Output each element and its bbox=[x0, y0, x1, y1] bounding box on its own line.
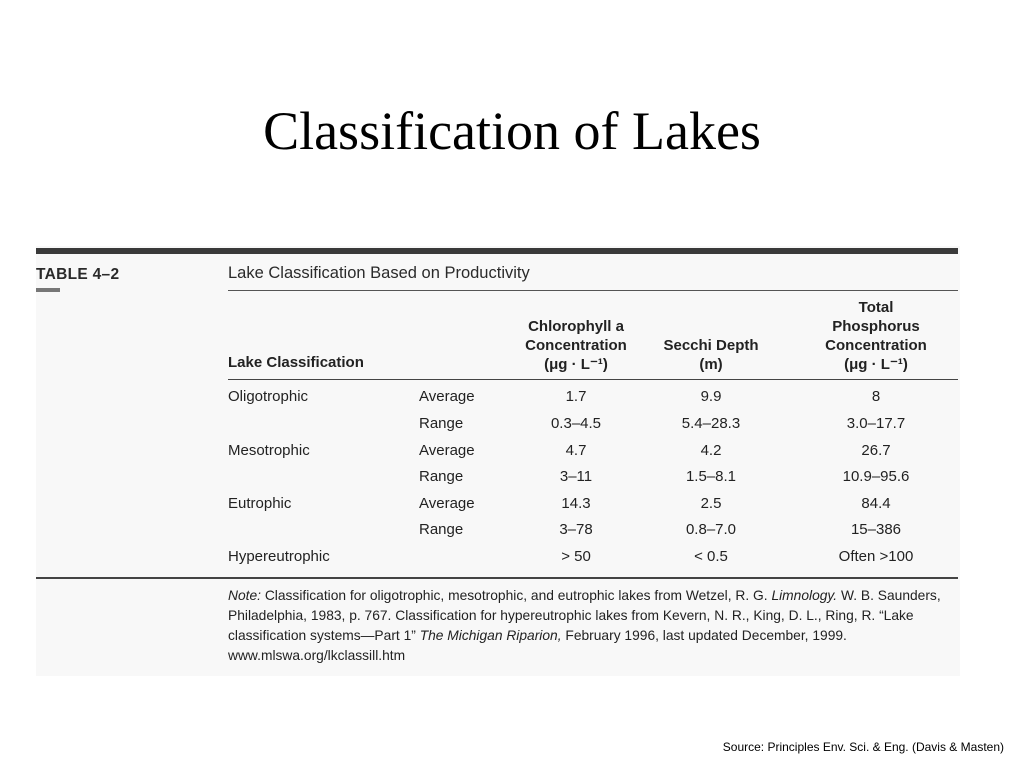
note-text: February 1996, last updated December, 1999. www.mlswa.org/lkclassill.htm bbox=[228, 628, 847, 663]
note-label: Note: bbox=[228, 588, 261, 603]
cell-phosphorus: Often >100 bbox=[838, 548, 914, 565]
cell-secchi: 4.2 bbox=[700, 442, 722, 459]
table-label-bar bbox=[36, 288, 60, 292]
header-secchi bbox=[646, 336, 776, 374]
header-secchi-line: Secchi Depth bbox=[663, 337, 759, 354]
cell-chlorophyll: 3–11 bbox=[559, 468, 593, 485]
cell-stat: Range bbox=[419, 521, 464, 538]
top-rule bbox=[36, 248, 958, 254]
header-chlorophyll bbox=[496, 317, 656, 374]
cell-stat: Range bbox=[419, 415, 464, 432]
cell-stat: Average bbox=[419, 495, 475, 512]
table-note bbox=[228, 586, 958, 666]
header-phosphorus-line: Phosphorus bbox=[832, 318, 920, 335]
header-chlorophyll-line: Concentration bbox=[525, 337, 627, 354]
cell-chlorophyll: 4.7 bbox=[565, 442, 587, 459]
note-text: Classification for oligotrophic, mesotrophic, and eutrophic lakes from Wetzel, R. G. bbox=[260, 588, 772, 603]
header-phosphorus-line: (μg · L⁻¹) bbox=[844, 356, 908, 373]
cell-stat: Average bbox=[419, 388, 475, 405]
cell-lake: Eutrophic bbox=[228, 495, 292, 512]
cell-secchi: 5.4–28.3 bbox=[681, 415, 741, 432]
note-text: W. B. Saunders, Philadelphia, 1983, p. 767. Classification for hypereutrophic lakes from Kevern, N. R., King, D. L., Ring, R. “Lake classification systems—Part 1” bbox=[228, 588, 941, 643]
slide-title: Classification of Lakes bbox=[263, 101, 761, 161]
caption-rule bbox=[228, 290, 958, 291]
cell-phosphorus: 3.0–17.7 bbox=[846, 415, 906, 432]
cell-secchi: < 0.5 bbox=[694, 548, 728, 565]
cell-lake: Mesotrophic bbox=[228, 442, 310, 459]
header-phosphorus-line: Total bbox=[858, 299, 894, 316]
header-rule bbox=[228, 379, 958, 380]
cell-secchi: 1.5–8.1 bbox=[685, 468, 737, 485]
note-journal-title: The Michigan Riparion, bbox=[419, 628, 562, 643]
cell-lake: Oligotrophic bbox=[228, 388, 309, 405]
table-scan bbox=[36, 246, 960, 676]
header-lake-classification: Lake Classification bbox=[228, 354, 364, 371]
cell-phosphorus: 8 bbox=[871, 388, 881, 405]
cell-secchi: 9.9 bbox=[700, 388, 722, 405]
cell-secchi: 2.5 bbox=[700, 495, 722, 512]
header-chlorophyll-line: Chlorophyll a bbox=[528, 318, 624, 335]
cell-stat: Range bbox=[419, 468, 464, 485]
source-citation: Source: Principles Env. Sci. & Eng. (Davis & Masten) bbox=[722, 740, 1004, 754]
note-book-title: Limnology. bbox=[771, 588, 838, 603]
cell-lake: Hypereutrophic bbox=[228, 548, 330, 565]
cell-chlorophyll: 3–78 bbox=[559, 521, 593, 538]
cell-phosphorus: 15–386 bbox=[850, 521, 902, 538]
cell-chlorophyll: 0.3–4.5 bbox=[550, 415, 602, 432]
header-chlorophyll-line: (μg · L⁻¹) bbox=[544, 356, 608, 373]
cell-stat: Average bbox=[419, 442, 475, 459]
table-caption: Lake Classification Based on Productivity bbox=[228, 264, 530, 282]
cell-phosphorus: 84.4 bbox=[861, 495, 891, 512]
bottom-rule bbox=[36, 577, 958, 579]
header-phosphorus bbox=[801, 298, 951, 374]
cell-chlorophyll: 1.7 bbox=[565, 388, 587, 405]
table-label: TABLE 4–2 bbox=[36, 266, 120, 283]
cell-chlorophyll: 14.3 bbox=[561, 495, 591, 512]
cell-phosphorus: 26.7 bbox=[861, 442, 891, 459]
header-secchi-line: (m) bbox=[699, 356, 723, 373]
cell-secchi: 0.8–7.0 bbox=[685, 521, 737, 538]
cell-phosphorus: 10.9–95.6 bbox=[842, 468, 910, 485]
header-phosphorus-line: Concentration bbox=[825, 337, 927, 354]
cell-chlorophyll: > 50 bbox=[561, 548, 591, 565]
